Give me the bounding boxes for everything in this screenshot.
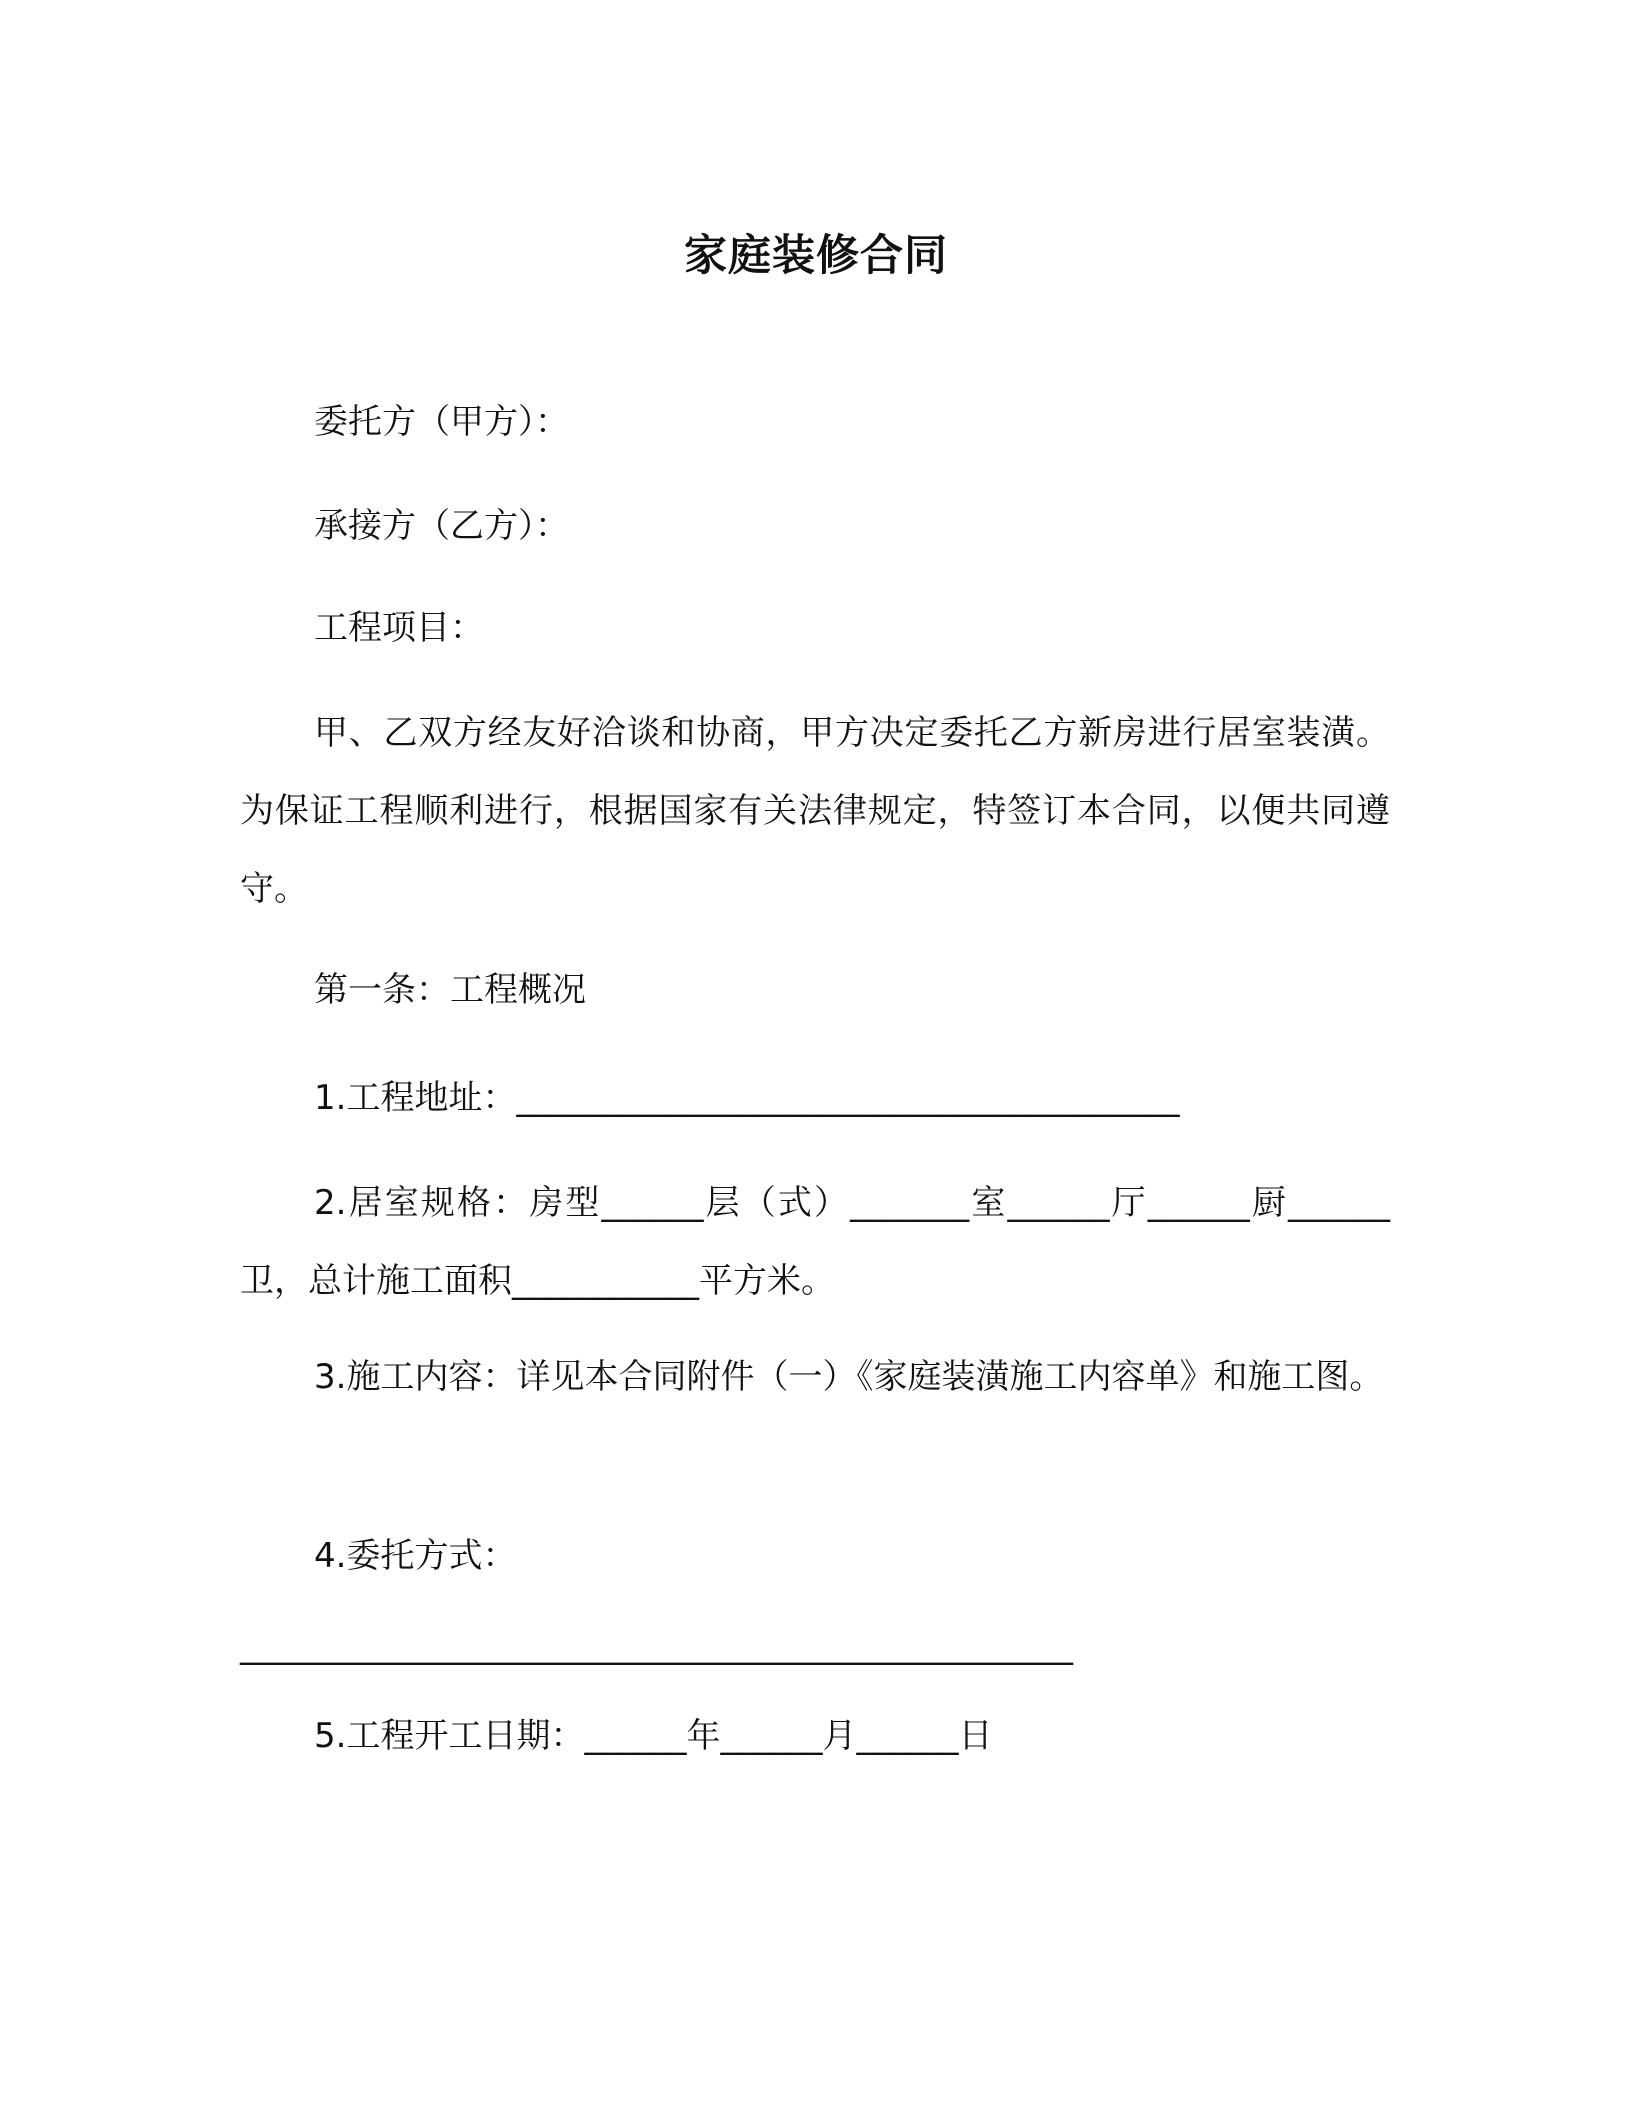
intro-paragraph: 甲、乙双方经友好洽谈和协商，甲方决定委托乙方新房进行居室装潢。为保证工程顺利进行，根据国家有关法律规定，特签订本合同，以便共同遵守。 (240, 713, 1390, 909)
item-commission-method-blank: _________________________________________________ (240, 1626, 1073, 1666)
article-1-heading: 第一条：工程概况 (314, 970, 586, 1010)
item-room-spec: 2.居室规格：房型______层（式）_______室______厅______厨______卫，总计施工面积___________平方米。 (240, 1183, 1390, 1301)
party-a-field: 委托方（甲方）： (314, 402, 569, 442)
item-project-address: 1.工程地址：_______________________________________ (314, 1078, 1180, 1118)
project-field: 工程项目： (314, 608, 484, 648)
item-construction-content: 3.施工内容：详见本合同附件（一）《家庭装潢施工内容单》和施工图。 (314, 1357, 1384, 1397)
document-title: 家庭装修合同 (684, 231, 948, 281)
item-start-date: 5.工程开工日期：______年______月______日 (314, 1716, 993, 1756)
item-commission-method-label: 4.委托方式： (314, 1536, 517, 1576)
party-b-field: 承接方（乙方）： (314, 506, 569, 546)
